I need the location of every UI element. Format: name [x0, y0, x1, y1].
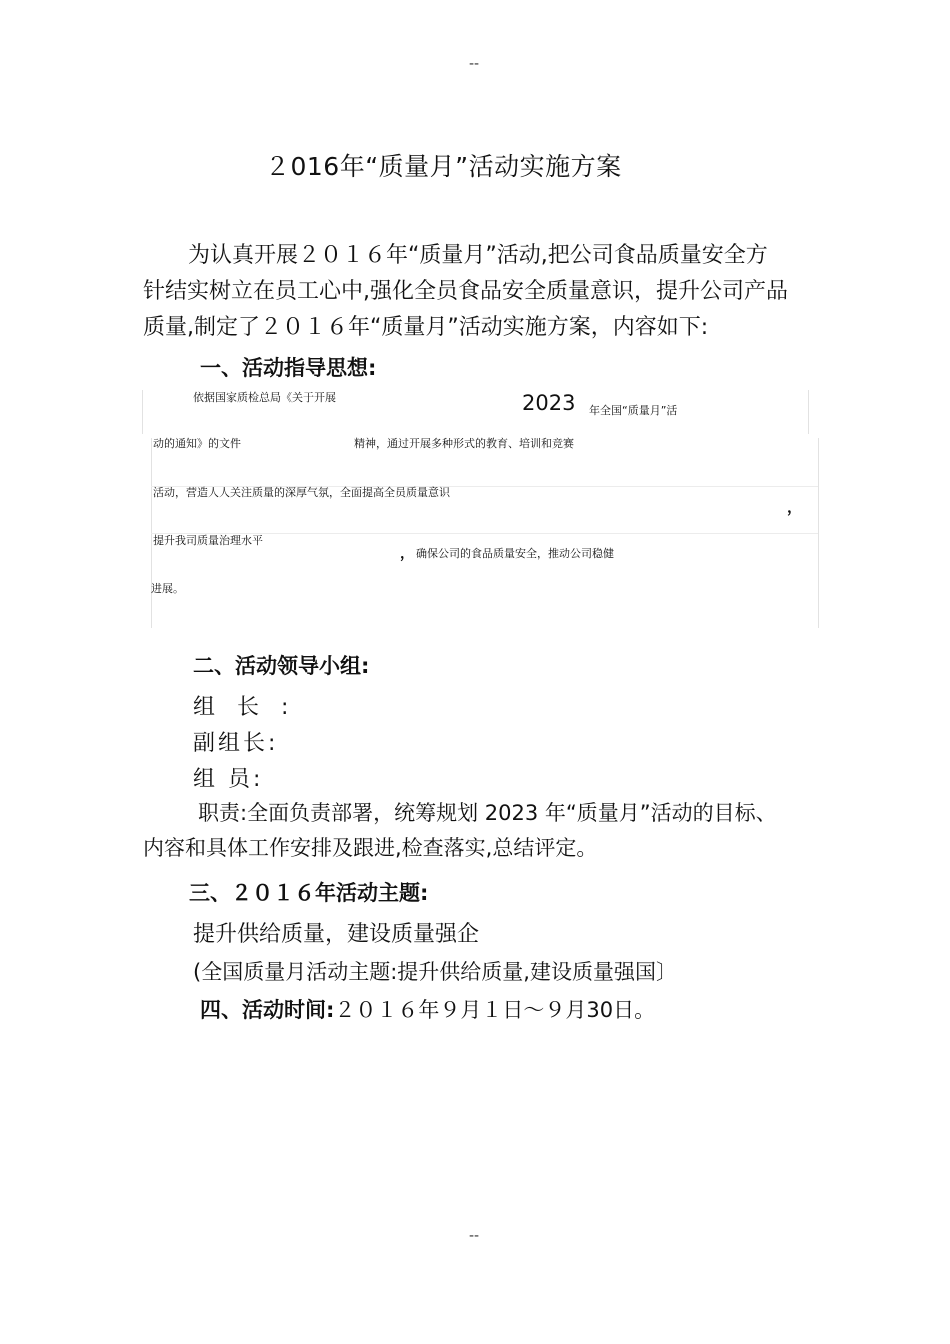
guideline-rule: [818, 438, 819, 628]
section-3-heading: 三、２０１６年活动主题:: [189, 881, 429, 905]
guideline-row-4-right: 确保公司的食品质量安全，推动公司稳健: [416, 547, 614, 560]
guideline-row-4-comma: ，: [400, 546, 414, 562]
guideline-row-5: 进展。: [151, 582, 184, 595]
guideline-rule: [808, 390, 809, 434]
duty-line-2: 内容和具体工作安排及跟进,检查落实,总结评定。: [143, 836, 598, 860]
leader-label: 组 长 :: [193, 695, 289, 720]
header-marker: --: [469, 56, 480, 72]
section-4-heading: 四、活动时间:: [200, 998, 335, 1022]
duty-line-1: 职责:全面负责部署，统筹规划 2023 年“质量月”活动的目标、: [198, 801, 777, 825]
guideline-row-2-right: 精神，通过开展多种形式的教育、培训和竞赛: [354, 437, 574, 450]
guideline-row-2-left: 动的通知》的文件: [153, 437, 241, 450]
national-theme: (全国质量月活动主题:提升供给质量,建设质量强国〕: [193, 960, 677, 984]
footer-marker: --: [469, 1228, 480, 1244]
section-4-line: [200, 994, 655, 1024]
intro-line-2: 针结实树立在员工心中,强化全员食品安全质量意识，提升公司产品: [143, 279, 788, 304]
activity-time: ２０１６年９月１日～９月30日。: [334, 998, 656, 1022]
guideline-row-3-comma: ，: [787, 498, 803, 516]
deputy-leader-label: 副组长:: [193, 731, 279, 756]
intro-line-1: 为认真开展２０１６年“质量月”活动,把公司食品质量安全方: [188, 243, 768, 268]
guideline-row-1-year: 2023: [522, 391, 576, 415]
guideline-row-1-right: 年全国“质量月”活: [589, 404, 678, 417]
members-label: 组 员:: [193, 767, 264, 792]
document-title: ２016年“质量月”活动实施方案: [265, 152, 622, 181]
activity-theme: 提升供给质量，建设质量强企: [193, 922, 480, 947]
guideline-row-4-left: 提升我司质量治理水平: [153, 534, 263, 547]
guideline-row-1-left: 依据国家质检总局《关于开展: [193, 391, 336, 404]
guideline-row-3-left: 活动，营造人人关注质量的深厚气氛，全面提高全员质量意识: [153, 486, 450, 499]
section-2-heading: 二、活动领导小组:: [193, 654, 370, 678]
intro-line-3: 质量,制定了２０１６年“质量月”活动实施方案，内容如下:: [143, 315, 709, 340]
section-1-heading: 一、活动指导思想:: [200, 356, 377, 380]
guideline-rule: [142, 390, 143, 434]
